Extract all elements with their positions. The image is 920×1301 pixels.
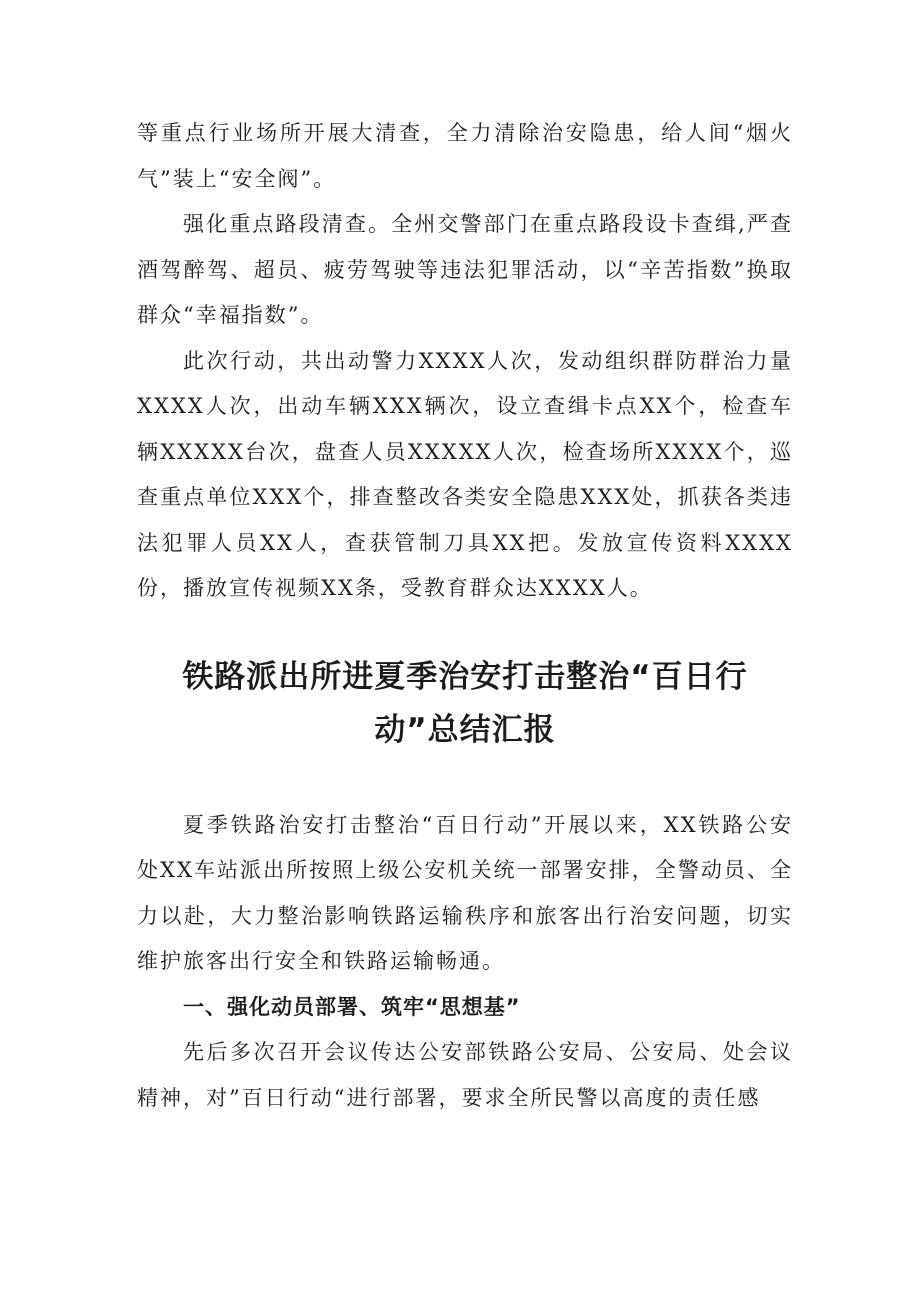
paragraph-continued: 等重点行业场所开展大清查，全力清除治安隐患，给人间“烟火气”装上“安全阀”。 — [137, 121, 793, 191]
paragraph-intro: 夏季铁路治安打击整治“百日行动”开展以来，XX铁路公安处XX车站派出所按照上级公安机关统一部署安排，全警动员、全力以赴，大力整治影响铁路运输秩序和旅客出行治安问题，切实维护旅客出行安全和铁路运输畅通。 — [137, 812, 793, 973]
paragraph-section-1: 先后多次召开会议传达公安部铁路公安局、公安局、处会议精神，对”百日行动“进行部署，要求全所民警以高度的责任感 — [137, 1040, 793, 1110]
section-heading-1: 一、强化动员部署、筑牢“思想基” — [183, 994, 521, 1019]
report-title: 铁路派出所进夏季治安打击整治“百日行动”总结汇报 — [182, 658, 748, 748]
document-page — [137, 111, 793, 1121]
paragraph-road-inspection: 强化重点路段清查。全州交警部门在重点路段设卡查缉,严查酒驾醉驾、超员、疲劳驾驶等违法犯罪活动，以“辛苦指数”换取群众“幸福指数”。 — [137, 212, 793, 327]
paragraph-action-statistics: 此次行动，共出动警力XXXX人次，发动组织群防群治力量XXXX人次，出动车辆XXX辆次，设立查缉卡点XX个，检查车辆XXXXX台次，盘查人员XXXXX人次，检查场所XXXX个，巡查重点单位XXX个，排查整改各类安全隐患XXX处，抓获各类违法犯罪人员XX人，查获管制刀具XX把。发放宣传资料XXXX份，播放宣传视频XX条，受教育群众达XXXX人。 — [137, 348, 793, 600]
